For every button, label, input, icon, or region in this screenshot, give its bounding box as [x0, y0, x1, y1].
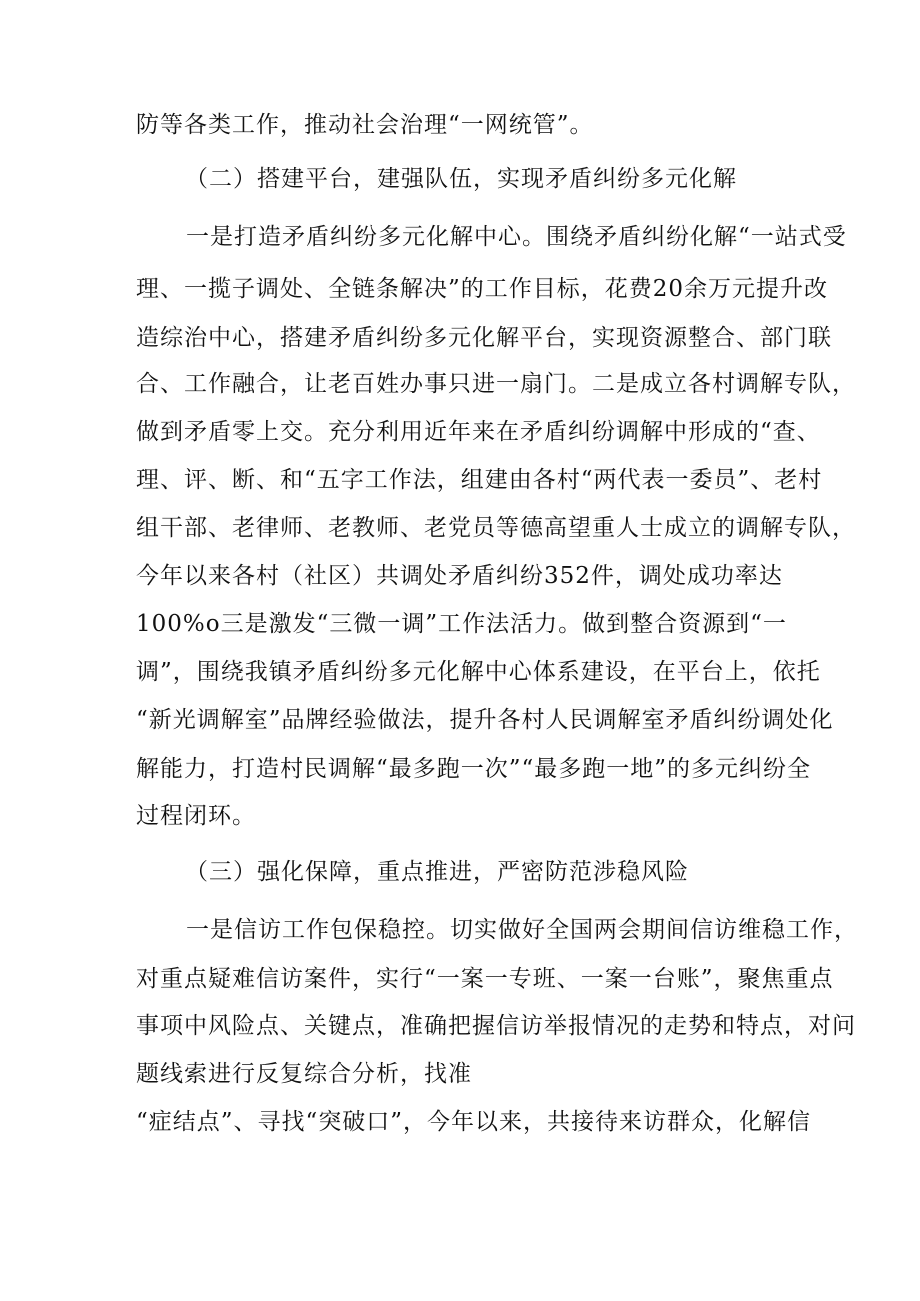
paragraph-line: 合、工作融合，让老百姓办事只进一扇门。二是成立各村调解专队， [136, 371, 856, 397]
paragraph-line: 100%o三是激发“三微一调”工作法活力。做到整合资源到“一 [136, 611, 787, 637]
paragraph-line: 理、一揽子调处、全链条解决”的工作目标，花费20余万元提升改 [136, 276, 829, 302]
paragraph-line: 调”，围绕我镇矛盾纠纷多元化解中心体系建设，在平台上，依托 [136, 659, 821, 685]
paragraph-line: “新光调解室”品牌经验做法，提升各村人民调解室矛盾纠纷调处化 [136, 707, 834, 733]
paragraph-line: 造综治中心，搭建矛盾纠纷多元化解平台，实现资源整合、部门联 [136, 325, 832, 351]
paragraph-line: 今年以来各村（社区）共调处矛盾纠纷352件，调处成功率达 [136, 563, 783, 589]
section-heading-2: （二）搭建平台，建强队伍，实现矛盾纠纷多元化解 [185, 166, 737, 192]
section-heading-3: （三）强化保障，重点推进，严密防范涉稳风险 [185, 859, 689, 885]
paragraph-line: 防等各类工作，推动社会治理“一网统管”。 [136, 112, 594, 138]
paragraph-line: 理、评、断、和“五字工作法，组建由各村“两代表一委员”、老村 [136, 467, 823, 493]
paragraph-line: 对重点疑难信访案件，实行“一案一专班、一案一台账”，聚焦重点 [136, 966, 834, 992]
paragraph-line: 组干部、老律师、老教师、老党员等德高望重人士成立的调解专队， [136, 515, 856, 541]
paragraph-line: 做到矛盾零上交。充分利用近年来在矛盾纠纷调解中形成的“查、 [136, 419, 821, 445]
paragraph-line: “症结点”、寻找“突破口”，今年以来，共接待来访群众，化解信 [136, 1109, 812, 1135]
paragraph-line: 一是打造矛盾纠纷多元化解中心。围绕矛盾纠纷化解“一站式受 [186, 224, 847, 250]
paragraph-line: 过程闭环。 [136, 803, 256, 829]
paragraph-line: 题线索进行反复综合分析，找准 [136, 1061, 472, 1087]
paragraph-line: 解能力，打造村民调解“最多跑一次”“最多跑一地”的多元纠纷全 [136, 756, 812, 782]
paragraph-line: 一是信访工作包保稳控。切实做好全国两会期间信访维稳工作， [186, 917, 858, 943]
paragraph-line: 事项中风险点、关键点，准确把握信访举报情况的走势和特点，对问 [136, 1013, 856, 1039]
